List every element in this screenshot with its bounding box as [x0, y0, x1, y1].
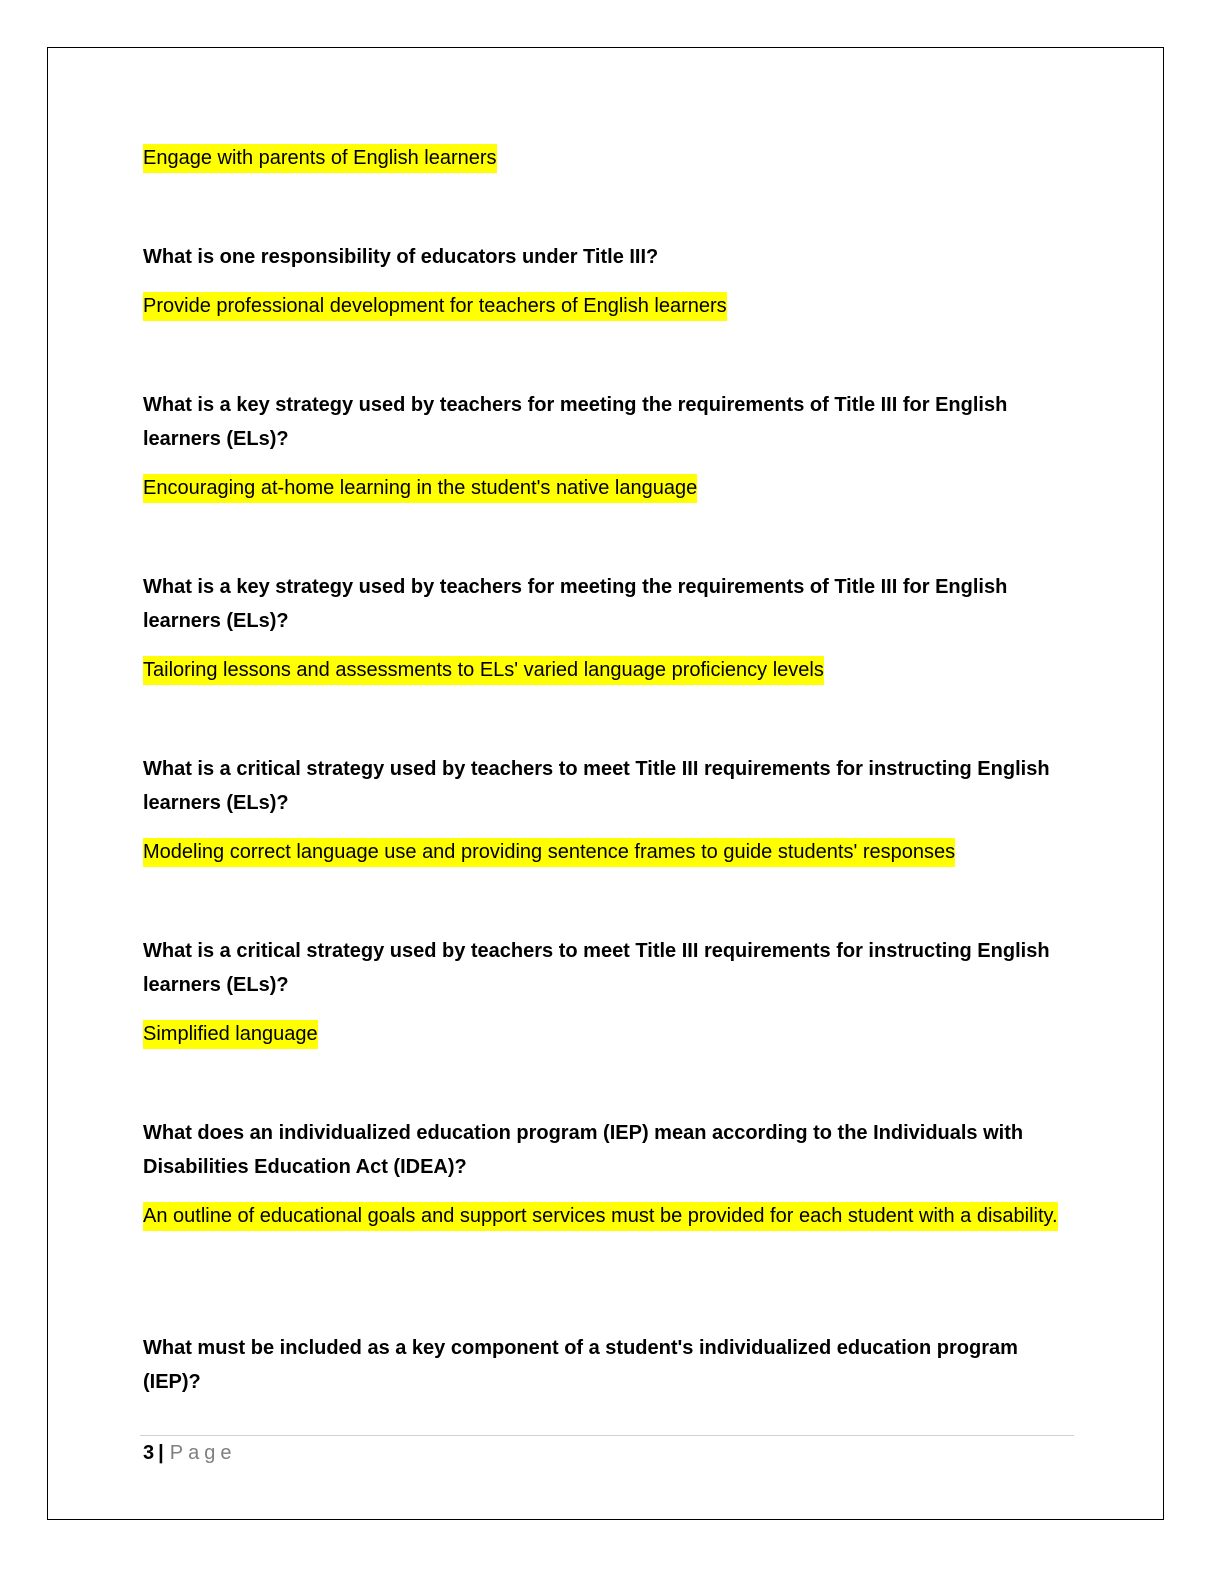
answer-highlight: An outline of educational goals and support services must be provided for each student with a disability. — [143, 1202, 1058, 1231]
question-text: What is a critical strategy used by teachers to meet Title III requirements for instructing English learners (ELs)? — [143, 940, 1050, 996]
question-text: What is a critical strategy used by teachers to meet Title III requirements for instructing English learners (ELs)? — [143, 758, 1050, 814]
answer-text — [143, 471, 1073, 505]
answer-text — [143, 653, 1073, 687]
question-text: What does an individualized education program (IEP) mean according to the Individuals with Disabilities Education Act (IDEA)? — [143, 1122, 1024, 1178]
answer-highlight: Encouraging at-home learning in the student's native language — [143, 474, 697, 503]
answer-highlight: Provide professional development for teachers of English learners — [143, 292, 727, 321]
answer-text — [143, 1017, 1073, 1051]
answer-highlight: Modeling correct language use and providing sentence frames to guide students' responses — [143, 838, 955, 867]
answer-text — [143, 835, 1073, 869]
answer-highlight: Simplified language — [143, 1020, 318, 1049]
answer-highlight: Engage with parents of English learners — [143, 144, 497, 173]
page-footer — [143, 1438, 236, 1468]
question-text: What is one responsibility of educators under Title III? — [143, 246, 659, 268]
answer-text — [143, 141, 1073, 175]
page-number: 3 — [143, 1442, 155, 1464]
footer-separator: | — [158, 1442, 164, 1464]
page-label: Page — [169, 1442, 237, 1464]
question-text: What is a key strategy used by teachers for meeting the requirements of Title III for English learners (ELs)? — [143, 394, 1008, 450]
answer-text — [143, 1199, 1073, 1233]
answer-text — [143, 289, 1073, 323]
answer-highlight: Tailoring lessons and assessments to ELs' varied language proficiency levels — [143, 656, 824, 685]
footer-divider — [140, 1435, 1074, 1436]
question-text: What is a key strategy used by teachers for meeting the requirements of Title III for English learners (ELs)? — [143, 576, 1008, 632]
question-text: What must be included as a key component of a student's individualized education program (IEP)? — [143, 1337, 1018, 1393]
